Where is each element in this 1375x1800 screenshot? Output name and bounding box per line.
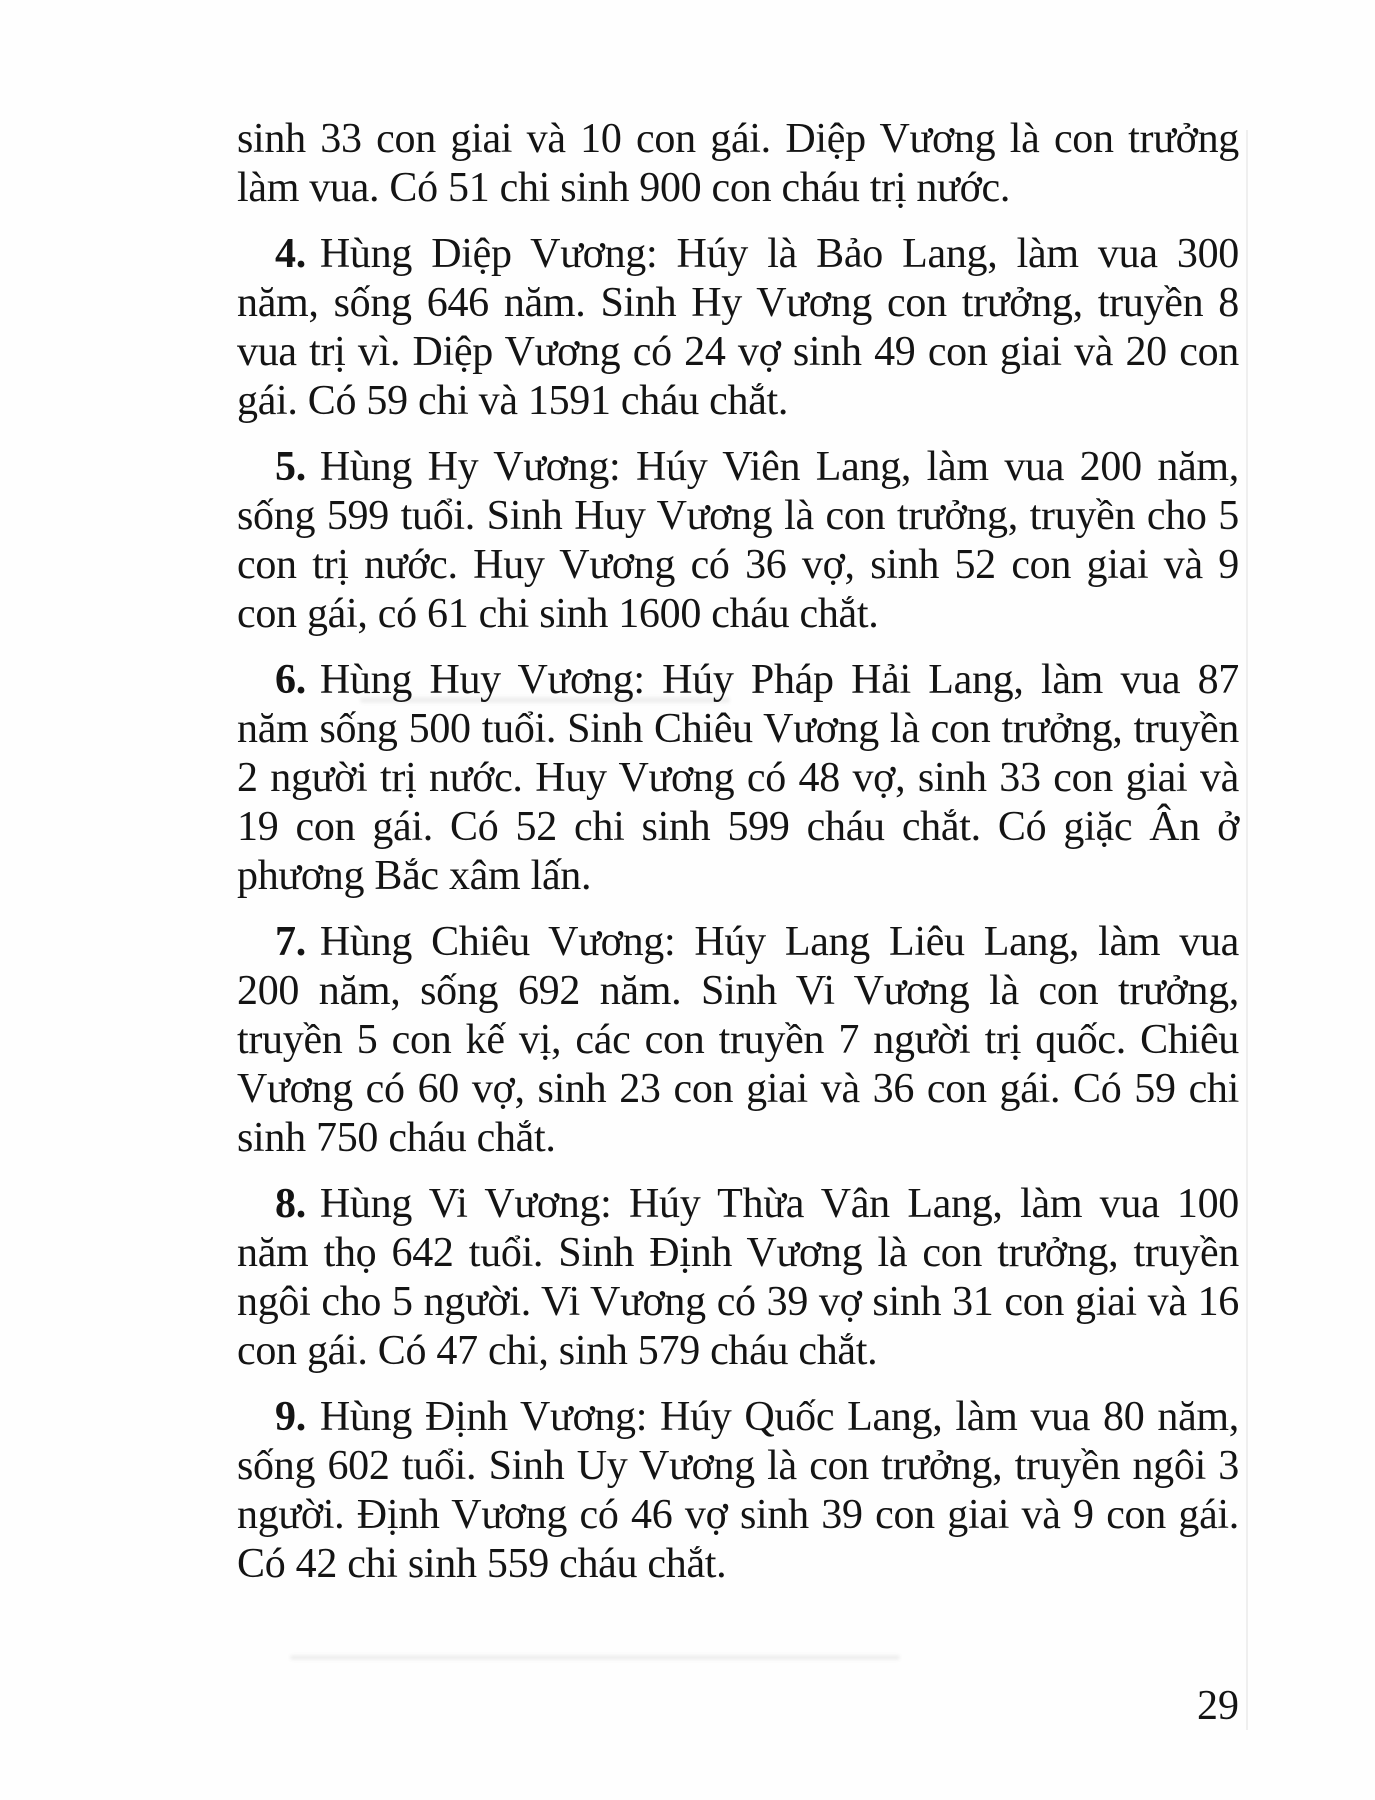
paragraph-text: Hùng Huy Vương: Húy Pháp Hải Lang, làm vua 87 năm sống 500 tuổi. Sinh Chiêu Vương là con trưởng, truyền 2 người trị nước. Huy Vương có 48 vợ, sinh 33 con giai và 19 con gái. Có 52 chi sinh 599 cháu chắt. Có giặc Ân ở phương Bắc xâm lấn. — [237, 657, 1239, 899]
paragraph — [237, 115, 1239, 213]
paragraph-number: 5. — [275, 444, 306, 490]
paragraph-number: 8. — [275, 1181, 306, 1227]
paragraph-text: sinh 33 con giai và 10 con gái. Diệp Vương là con trưởng làm vua. Có 51 chi sinh 900 con cháu trị nước. — [237, 116, 1239, 211]
text-block — [237, 115, 1239, 1589]
scan-page-edge-shadow — [1246, 130, 1248, 1730]
paragraph-text: Hùng Vi Vương: Húy Thừa Vân Lang, làm vua 100 năm thọ 642 tuổi. Sinh Định Vương là con trưởng, truyền ngôi cho 5 người. Vi Vương có 39 vợ sinh 31 con giai và 16 con gái. Có 47 chi, sinh 579 cháu chắt. — [237, 1181, 1239, 1374]
paragraph — [237, 443, 1239, 639]
scan-smudge — [360, 697, 730, 703]
paragraph — [237, 1180, 1239, 1376]
scan-smudge — [290, 1655, 900, 1660]
paragraph-number: 6. — [275, 657, 306, 703]
page-number: 29 — [1197, 1683, 1239, 1729]
paragraph-number: 7. — [275, 919, 306, 965]
paragraph — [237, 918, 1239, 1163]
paragraph — [237, 656, 1239, 901]
paragraph-text: Hùng Hy Vương: Húy Viên Lang, làm vua 200 năm, sống 599 tuổi. Sinh Huy Vương là con trưởng, truyền cho 5 con trị nước. Huy Vương có 36 vợ, sinh 52 con giai và 9 con gái, có 61 chi sinh 1600 cháu chắt. — [237, 444, 1239, 637]
paragraph-text: Hùng Định Vương: Húy Quốc Lang, làm vua 80 năm, sống 602 tuổi. Sinh Uy Vương là con trưởng, truyền ngôi 3 người. Định Vương có 46 vợ sinh 39 con giai và 9 con gái. Có 42 chi sinh 559 cháu chắt. — [237, 1394, 1239, 1587]
paragraph-number: 4. — [275, 231, 306, 277]
paragraph — [237, 1393, 1239, 1589]
paragraph-number: 9. — [275, 1394, 306, 1440]
paragraph-text: Hùng Diệp Vương: Húy là Bảo Lang, làm vua 300 năm, sống 646 năm. Sinh Hy Vương con trưởng, truyền 8 vua trị vì. Diệp Vương có 24 vợ sinh 49 con giai và 20 con gái. Có 59 chi và 1591 cháu chắt. — [237, 231, 1239, 424]
paragraph-text: Hùng Chiêu Vương: Húy Lang Liêu Lang, làm vua 200 năm, sống 692 năm. Sinh Vi Vương là con trưởng, truyền 5 con kế vị, các con truyền 7 người trị quốc. Chiêu Vương có 60 vợ, sinh 23 con giai và 36 con gái. Có 59 chi sinh 750 cháu chắt. — [237, 919, 1239, 1161]
paragraph — [237, 230, 1239, 426]
